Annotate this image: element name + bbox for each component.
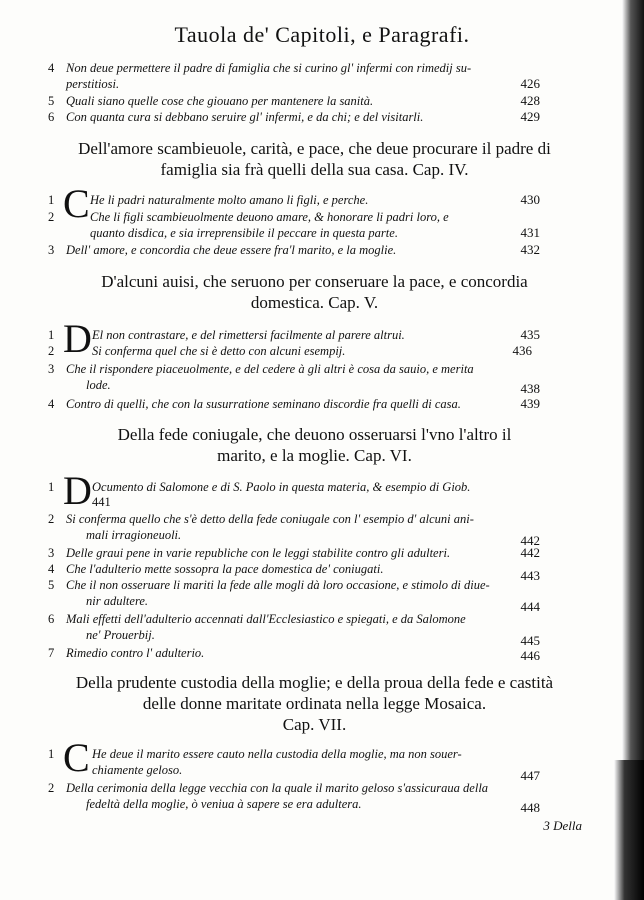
entry-number: 1 xyxy=(48,328,55,342)
page-number: 436 xyxy=(512,343,532,358)
entry-text: Con quanta cura si debbano seruire gl' infermi, e da chi; e del visitarli. xyxy=(66,110,424,124)
page-number: 447 xyxy=(520,768,540,783)
drop-cap: C xyxy=(63,181,90,226)
page-number: 435 xyxy=(520,327,540,342)
entry-text: Si conferma quel che si è detto con alcuni esempij. xyxy=(92,344,346,358)
section-heading xyxy=(42,424,587,466)
section-heading xyxy=(42,672,587,735)
entry-text: Che il non osseruare li mariti la fede alle mogli dà loro occasione, e stimolo di diue- xyxy=(66,578,490,592)
entry-text: Contro di quelli, che con la susurratione seminano discordie fra quelli di casa. xyxy=(66,397,461,411)
entry-number: 3 xyxy=(48,243,55,257)
page-number: 442 xyxy=(520,545,540,560)
entry-text: Si conferma quello che s'è detto della fede coniugale con l' esempio d' alcuni ani- xyxy=(66,512,474,526)
entry-number: 3 xyxy=(48,546,55,560)
entry-text-cont: quanto disdica, e sia irreprensibile il peccare in questa parte. xyxy=(90,226,398,240)
entry-text: Che l'adulterio mette sossopra la pace domestica de' coniugati. xyxy=(66,562,384,576)
entry-text: He li padri naturalmente molto amano li figli, e perche. xyxy=(90,193,369,207)
entry-number: 6 xyxy=(48,110,55,124)
entry-text: Che li figli scambieuolmente deuono amare, & honorare li padri loro, e xyxy=(90,210,449,224)
entry-text: Ocumento di Salomone e di S. Paolo in questa materia, & esempio di Giob. xyxy=(92,480,471,494)
drop-cap: D xyxy=(63,316,92,361)
page-number: 430 xyxy=(520,192,540,207)
section-heading-line: Dell'amore scambieuole, carità, e pace, che deue procurare il padre di xyxy=(78,139,551,158)
entry-text-cont: nir adultere. xyxy=(86,594,149,608)
entry-number: 5 xyxy=(48,578,55,592)
page-number: 439 xyxy=(520,396,540,411)
page-number: 438 xyxy=(520,381,540,396)
page-number: 446 xyxy=(520,648,540,663)
page-title: Tauola de' Capitoli, e Paragrafi. xyxy=(174,22,470,47)
page-number: 448 xyxy=(520,800,540,815)
entry-text-cont: perstitiosi. xyxy=(66,77,120,91)
page-edge-shadow-bottom xyxy=(614,760,644,900)
entry-number: 2 xyxy=(48,512,55,526)
section-heading-line: Della prudente custodia della moglie; e della proua della fede e castità xyxy=(75,673,554,692)
entry-number: 5 xyxy=(48,94,55,108)
entry-number: 1 xyxy=(48,480,55,494)
section-heading-line: delle donne maritate ordinata nella legge Mosaica. xyxy=(142,694,487,713)
entry-text: He deue il marito essere cauto nella custodia della moglie, ma non souer- xyxy=(92,747,462,761)
section-heading-line: Della fede coniugale, che deuono osseruarsi l'vno l'altro il xyxy=(117,425,512,444)
entry-number: 6 xyxy=(48,612,55,626)
entry-number: 7 xyxy=(48,646,55,660)
entry-text-cont: fedeltà della moglie, ò veniua à sapere se era adultera. xyxy=(86,797,362,811)
entry-text: Dell' amore, e concordia che deue essere fra'l marito, e la moglie. xyxy=(66,243,397,257)
section-heading xyxy=(42,271,587,313)
entry-text-cont: lode. xyxy=(86,378,111,392)
entry-number: 4 xyxy=(48,61,55,75)
entry-text: Che il rispondere piaceuolmente, e del cedere à gli altri è cosa da sauio, e merita xyxy=(66,362,474,376)
entry-number: 1 xyxy=(48,193,55,207)
entry-text: Delle graui pene in varie republiche con le leggi stabilite contro gli adulteri. xyxy=(66,546,451,560)
entry-text-cont: ne' Prouerbij. xyxy=(86,628,155,642)
entry-text-cont: chiamente geloso. xyxy=(92,763,183,777)
entry-text: Della cerimonia della legge vecchia con la quale il marito geloso s'assicuraua della xyxy=(66,781,489,795)
page-number: 442 xyxy=(520,533,540,548)
entry-number: 4 xyxy=(48,397,55,411)
entry-text: Mali effetti dell'adulterio accennati dall'Ecclesiastico e spiegati, e da Salomone xyxy=(66,612,466,626)
entry-number: 2 xyxy=(48,344,55,358)
entry-number: 3 xyxy=(48,362,55,376)
section-heading-line: Cap. VII. xyxy=(282,715,347,734)
page-number: 443 xyxy=(520,568,540,583)
catchword: 3 Della xyxy=(543,818,582,833)
section-heading-line: D'alcuni auisi, che seruono per conseruare la pace, e concordia xyxy=(101,272,528,291)
entry-number: 2 xyxy=(48,781,55,795)
entry-text-cont: mali irragioneuoli. xyxy=(86,528,182,542)
entry-text: El non contrastare, e del rimettersi facilmente al parere altrui. xyxy=(92,328,405,342)
entry-number: 1 xyxy=(48,747,55,761)
entry-text: Non deue permettere il padre di famiglia che si curino gl' infermi con rimedij su- xyxy=(66,61,472,75)
section-heading-line: famiglia sia frà quelli della sua casa. Cap. IV. xyxy=(160,160,469,179)
page-number: 429 xyxy=(520,109,540,124)
page-number: 431 xyxy=(520,225,540,240)
entry-number: 2 xyxy=(48,210,55,224)
page-number: 444 xyxy=(520,599,540,614)
section-heading-line: domestica. Cap. V. xyxy=(250,293,379,312)
section-heading xyxy=(42,138,587,180)
page-number: 445 xyxy=(520,633,540,648)
drop-cap: D xyxy=(63,468,92,513)
entry-number: 4 xyxy=(48,562,55,576)
page-number: 432 xyxy=(520,242,540,257)
section-heading-line: marito, e la moglie. Cap. VI. xyxy=(217,446,412,465)
page-number: 426 xyxy=(520,76,540,91)
drop-cap: C xyxy=(63,735,90,780)
entry-text: Rimedio contro l' adulterio. xyxy=(66,646,205,660)
entry-text: Quali siano quelle cose che giouano per mantenere la sanità. xyxy=(66,94,374,108)
page-number: 428 xyxy=(520,93,540,108)
page-number: 441 xyxy=(92,495,111,509)
